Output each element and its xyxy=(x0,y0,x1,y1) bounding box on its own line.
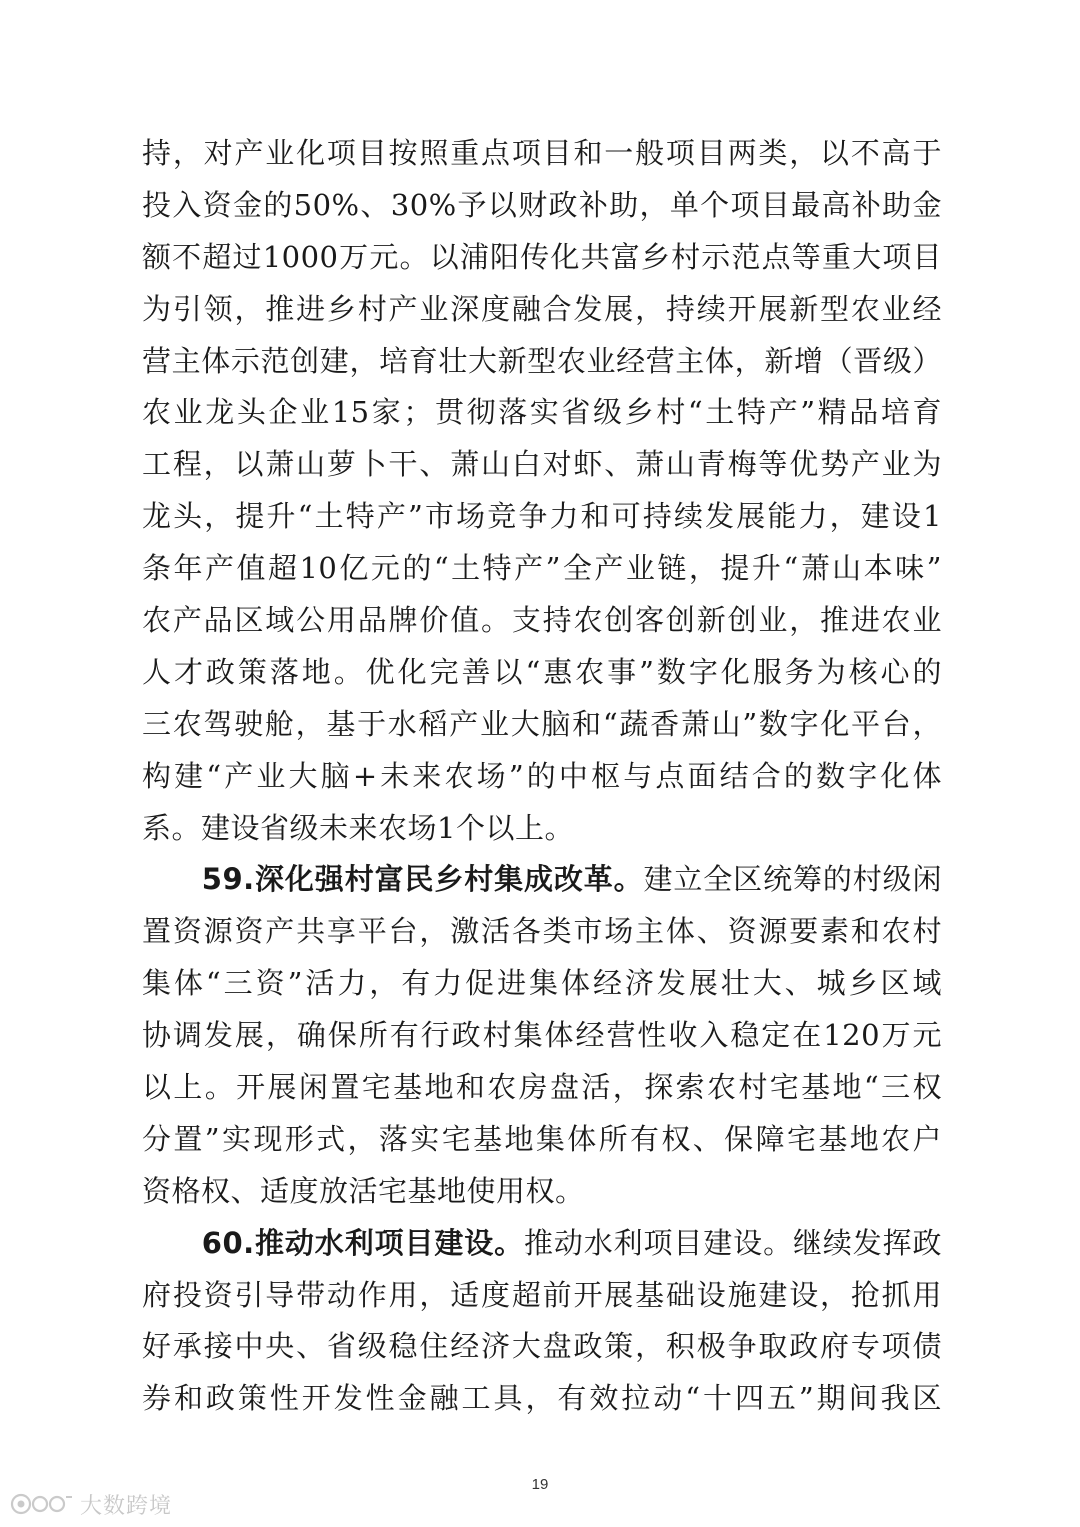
item-59-line: 资格权、适度放活宅基地使用权。 xyxy=(142,1173,585,1208)
item-59-first-line-text: 建立全区统筹的村级闲 xyxy=(643,862,942,897)
page-number: 19 xyxy=(531,1476,549,1493)
item-59-line: 协调发展，确保所有行政村集体经营性收入稳定在120万元 xyxy=(142,1018,942,1053)
item-60-first-line-text: 推动水利项目建设。继续发挥政 xyxy=(524,1225,942,1260)
item-59-line: 集体“三资”活力，有力促进集体经济发展壮大、城乡区域 xyxy=(142,966,942,1001)
item-59-line: 分置”实现形式，落实宅基地集体所有权、保障宅基地农户 xyxy=(142,1121,942,1156)
item-59-heading: 59.深化强村富民乡村集成改革。 xyxy=(201,862,644,897)
body-line: 为引领，推进乡村产业深度融合发展，持续开展新型农业经 xyxy=(142,291,942,326)
body-line: 系。建设省级未来农场1个以上。 xyxy=(142,810,574,845)
dashu-logo-icon xyxy=(10,1491,74,1517)
item-60-line: 府投资引导带动作用，适度超前开展基础设施建设，抢抓用 xyxy=(142,1277,942,1312)
body-line: 额不超过1000万元。以浦阳传化共富乡村示范点等重大项目 xyxy=(142,239,942,274)
body-line: 投入资金的50%、30%予以财政补助，单个项目最高补助金 xyxy=(142,187,942,222)
watermark xyxy=(10,1489,172,1519)
item-59-line: 置资源资产共享平台，激活各类市场主体、资源要素和农村 xyxy=(142,914,942,949)
body-line: 农业龙头企业15家；贯彻落实省级乡村“土特产”精品培育 xyxy=(142,395,942,430)
watermark-text: 大数跨境 xyxy=(80,1493,173,1519)
item-60-first-line xyxy=(142,1218,942,1270)
body-line: 条年产值超10亿元的“土特产”全产业链，提升“萧山本味” xyxy=(142,551,942,586)
body-line: 三农驾驶舱，基于水稻产业大脑和“蔬香萧山”数字化平台， xyxy=(142,706,942,741)
body-text xyxy=(142,128,942,1425)
item-59-first-line xyxy=(142,854,942,906)
item-59-line: 以上。开展闲置宅基地和农房盘活，探索农村宅基地“三权 xyxy=(142,1070,942,1105)
item-60-line: 券和政策性开发性金融工具，有效拉动“十四五”期间我区 xyxy=(142,1381,942,1416)
item-60-heading: 60.推动水利项目建设。 xyxy=(201,1225,524,1260)
item-60-line: 好承接中央、省级稳住经济大盘政策，积极争取政府专项债 xyxy=(142,1329,942,1364)
body-line: 持，对产业化项目按照重点项目和一般项目两类，以不高于 xyxy=(142,136,942,170)
body-line: 营主体示范创建，培育壮大新型农业经营主体，新增（晋级） xyxy=(142,343,942,378)
body-line: 农产品区域公用品牌价值。支持农创客创新创业，推进农业 xyxy=(142,603,942,638)
body-line: 人才政策落地。优化完善以“惠农事”数字化服务为核心的 xyxy=(142,654,942,689)
body-line: 构建“产业大脑+未来农场”的中枢与点面结合的数字化体 xyxy=(142,758,942,793)
body-line: 工程，以萧山萝卜干、萧山白对虾、萧山青梅等优势产业为 xyxy=(142,447,942,482)
body-line: 龙头，提升“土特产”市场竞争力和可持续发展能力，建设1 xyxy=(142,499,942,534)
